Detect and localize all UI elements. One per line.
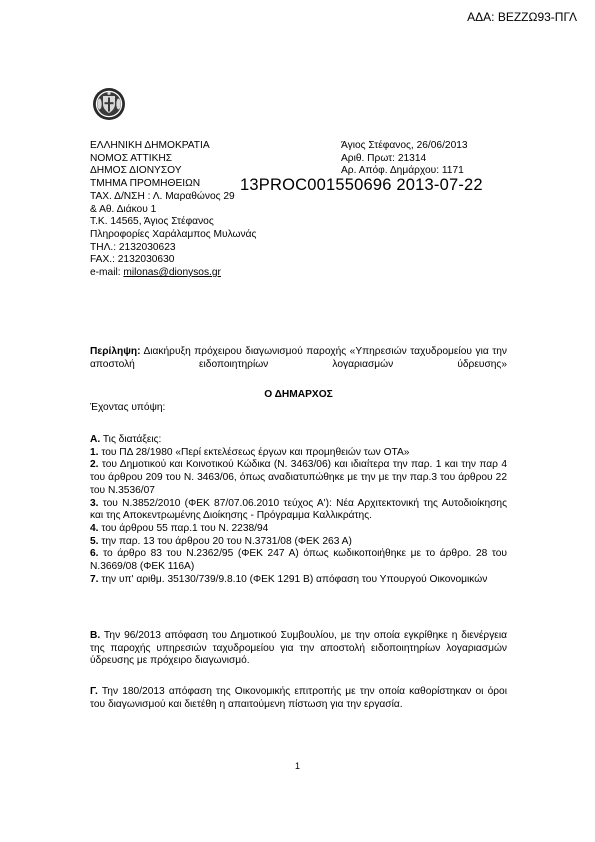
list-item xyxy=(90,536,507,549)
section-b xyxy=(90,630,507,668)
sender-line: ΝΟΜΟΣ ΑΤΤΙΚΗΣ xyxy=(90,152,173,164)
section-c-label: Γ. xyxy=(90,686,98,697)
item-text: του άρθρου 55 παρ.1 του Ν. 2238/94 xyxy=(98,522,269,534)
item-number: 2. xyxy=(90,459,99,471)
section-a-label: Α. xyxy=(90,434,101,445)
sender-block xyxy=(90,140,330,280)
having-regard: Έχοντας υπόψη: xyxy=(90,402,166,413)
item-text: την παρ. 13 του άρθρου 20 του Ν.3731/08 (ΦΕΚ 263 Α) xyxy=(98,535,352,547)
ada-code: ΑΔΑ: ΒΕΖΖΩ93-ΠΓΛ xyxy=(467,10,577,24)
item-number: 7. xyxy=(90,573,99,585)
sender-line: ΤΗΛ.: 2132030623 xyxy=(90,241,176,253)
sender-line: ΤΜΗΜΑ ΠΡΟΜΗΘΕΙΩΝ xyxy=(90,178,201,190)
mayor-title: Ο ΔΗΜΑΡΧΟΣ xyxy=(264,389,333,400)
decision-number: Αρ. Απόφ. Δημάρχου: 1171 xyxy=(341,165,464,177)
section-c xyxy=(90,686,507,711)
email-link[interactable]: milonas@dionysos.gr xyxy=(123,267,221,279)
meta-block xyxy=(341,140,541,178)
list-item xyxy=(90,498,507,523)
list-item xyxy=(90,459,507,497)
section-a xyxy=(90,434,507,586)
section-b-text: Την 96/2013 απόφαση του Δημοτικού Συμβουλίου, με την οποία εγκρίθηκε η διενέργεια της παροχής υπηρεσιών ταχυδρομείου για την αποστολή ειδοποιητηρίων λογαριασμών ύδρευσης με πρόχειρο διαγωνισμό. xyxy=(90,630,507,667)
registry-stamp: 13PROC001550696 2013-07-22 xyxy=(240,176,483,194)
section-a-heading xyxy=(90,434,507,447)
sender-line: ΤΑΧ. Δ/ΝΣΗ : Λ. Μαραθώνος 29 xyxy=(90,190,235,202)
item-text: του Ν.3852/2010 (ΦΕΚ 87/07.06.2010 τεύχος Α'): Νέα Αρχιτεκτονική της Αυτοδιοίκησης και της Αποκεντρωμένης Διοίκησης - Πρόγραμμα Καλλικράτης. xyxy=(90,497,507,522)
sender-line: FAX.: 2132030630 xyxy=(90,254,175,266)
section-b-label: Β. xyxy=(90,630,101,641)
section-a-intro: Τις διατάξεις: xyxy=(100,434,162,445)
summary-text: Διακήρυξη πρόχειρου διαγωνισμού παροχής «Υπηρεσιών ταχυδρομείου για την αποστολή ειδοποιητηρίων λογαριασμών ύδρευσης» xyxy=(90,346,507,370)
list-item xyxy=(90,447,507,460)
sender-line: Τ.Κ. 14565, Άγιος Στέφανος xyxy=(90,216,214,228)
sender-line: Πληροφορίες Χαράλαμπος Μυλωνάς xyxy=(90,228,257,240)
list-item xyxy=(90,574,507,587)
item-text: την υπ' αριθμ. 35130/739/9.8.10 (ΦΕΚ 1291 Β) απόφαση του Υπουργού Οικονομικών xyxy=(98,573,488,585)
list-item xyxy=(90,523,507,536)
email-line xyxy=(90,267,330,280)
item-number: 4. xyxy=(90,522,99,534)
item-number: 1. xyxy=(90,446,99,458)
item-text: το άρθρο 83 του Ν.2362/95 (ΦΕΚ 247 Α) όπως κωδικοποιήθηκε με το άρθρο. 28 του Ν.3669/08 (ΦΕΚ 116Α) xyxy=(90,548,507,573)
list-item xyxy=(90,548,507,573)
summary-label: Περίληψη: xyxy=(90,346,141,357)
page-number: 1 xyxy=(294,761,300,771)
item-number: 6. xyxy=(90,548,99,560)
item-number: 3. xyxy=(90,497,99,509)
sender-line: & Αθ. Διάκου 1 xyxy=(90,203,157,215)
email-label: e-mail: xyxy=(90,267,124,279)
sender-line: ΔΗΜΟΣ ΔΙΟΝΥΣΟΥ xyxy=(90,165,182,177)
greek-republic-seal-icon xyxy=(92,87,126,121)
protocol-number: Αριθ. Πρωτ: 21314 xyxy=(341,152,427,164)
item-text: του ΠΔ 28/1980 «Περί εκτελέσεως έργων και προμηθειών των ΟΤΑ» xyxy=(98,446,410,458)
sender-line: ΕΛΛΗΝΙΚΗ ΔΗΜΟΚΡΑΤΙΑ xyxy=(90,140,210,151)
place-date: Άγιος Στέφανος, 26/06/2013 xyxy=(341,140,468,151)
section-c-text: Την 180/2013 απόφαση της Οικονομικής επιτροπής με την οποία καθορίστηκαν οι όροι του διαγωνισμού και διετέθη η απαιτούμενη πίστωση για την εργασία. xyxy=(90,686,507,710)
item-text: του Δημοτικού και Κοινοτικού Κώδικα (Ν. 3463/06) και ιδιαίτερα την παρ. 1 και την παρ 4 του άρθρου 209 του Ν. 3463/06, όπως αναδιατυπώθηκε με την με την παρ.3 του άρθρου 22 του Ν.3536/07 xyxy=(90,459,507,496)
item-number: 5. xyxy=(90,535,99,547)
summary-paragraph xyxy=(90,346,507,371)
